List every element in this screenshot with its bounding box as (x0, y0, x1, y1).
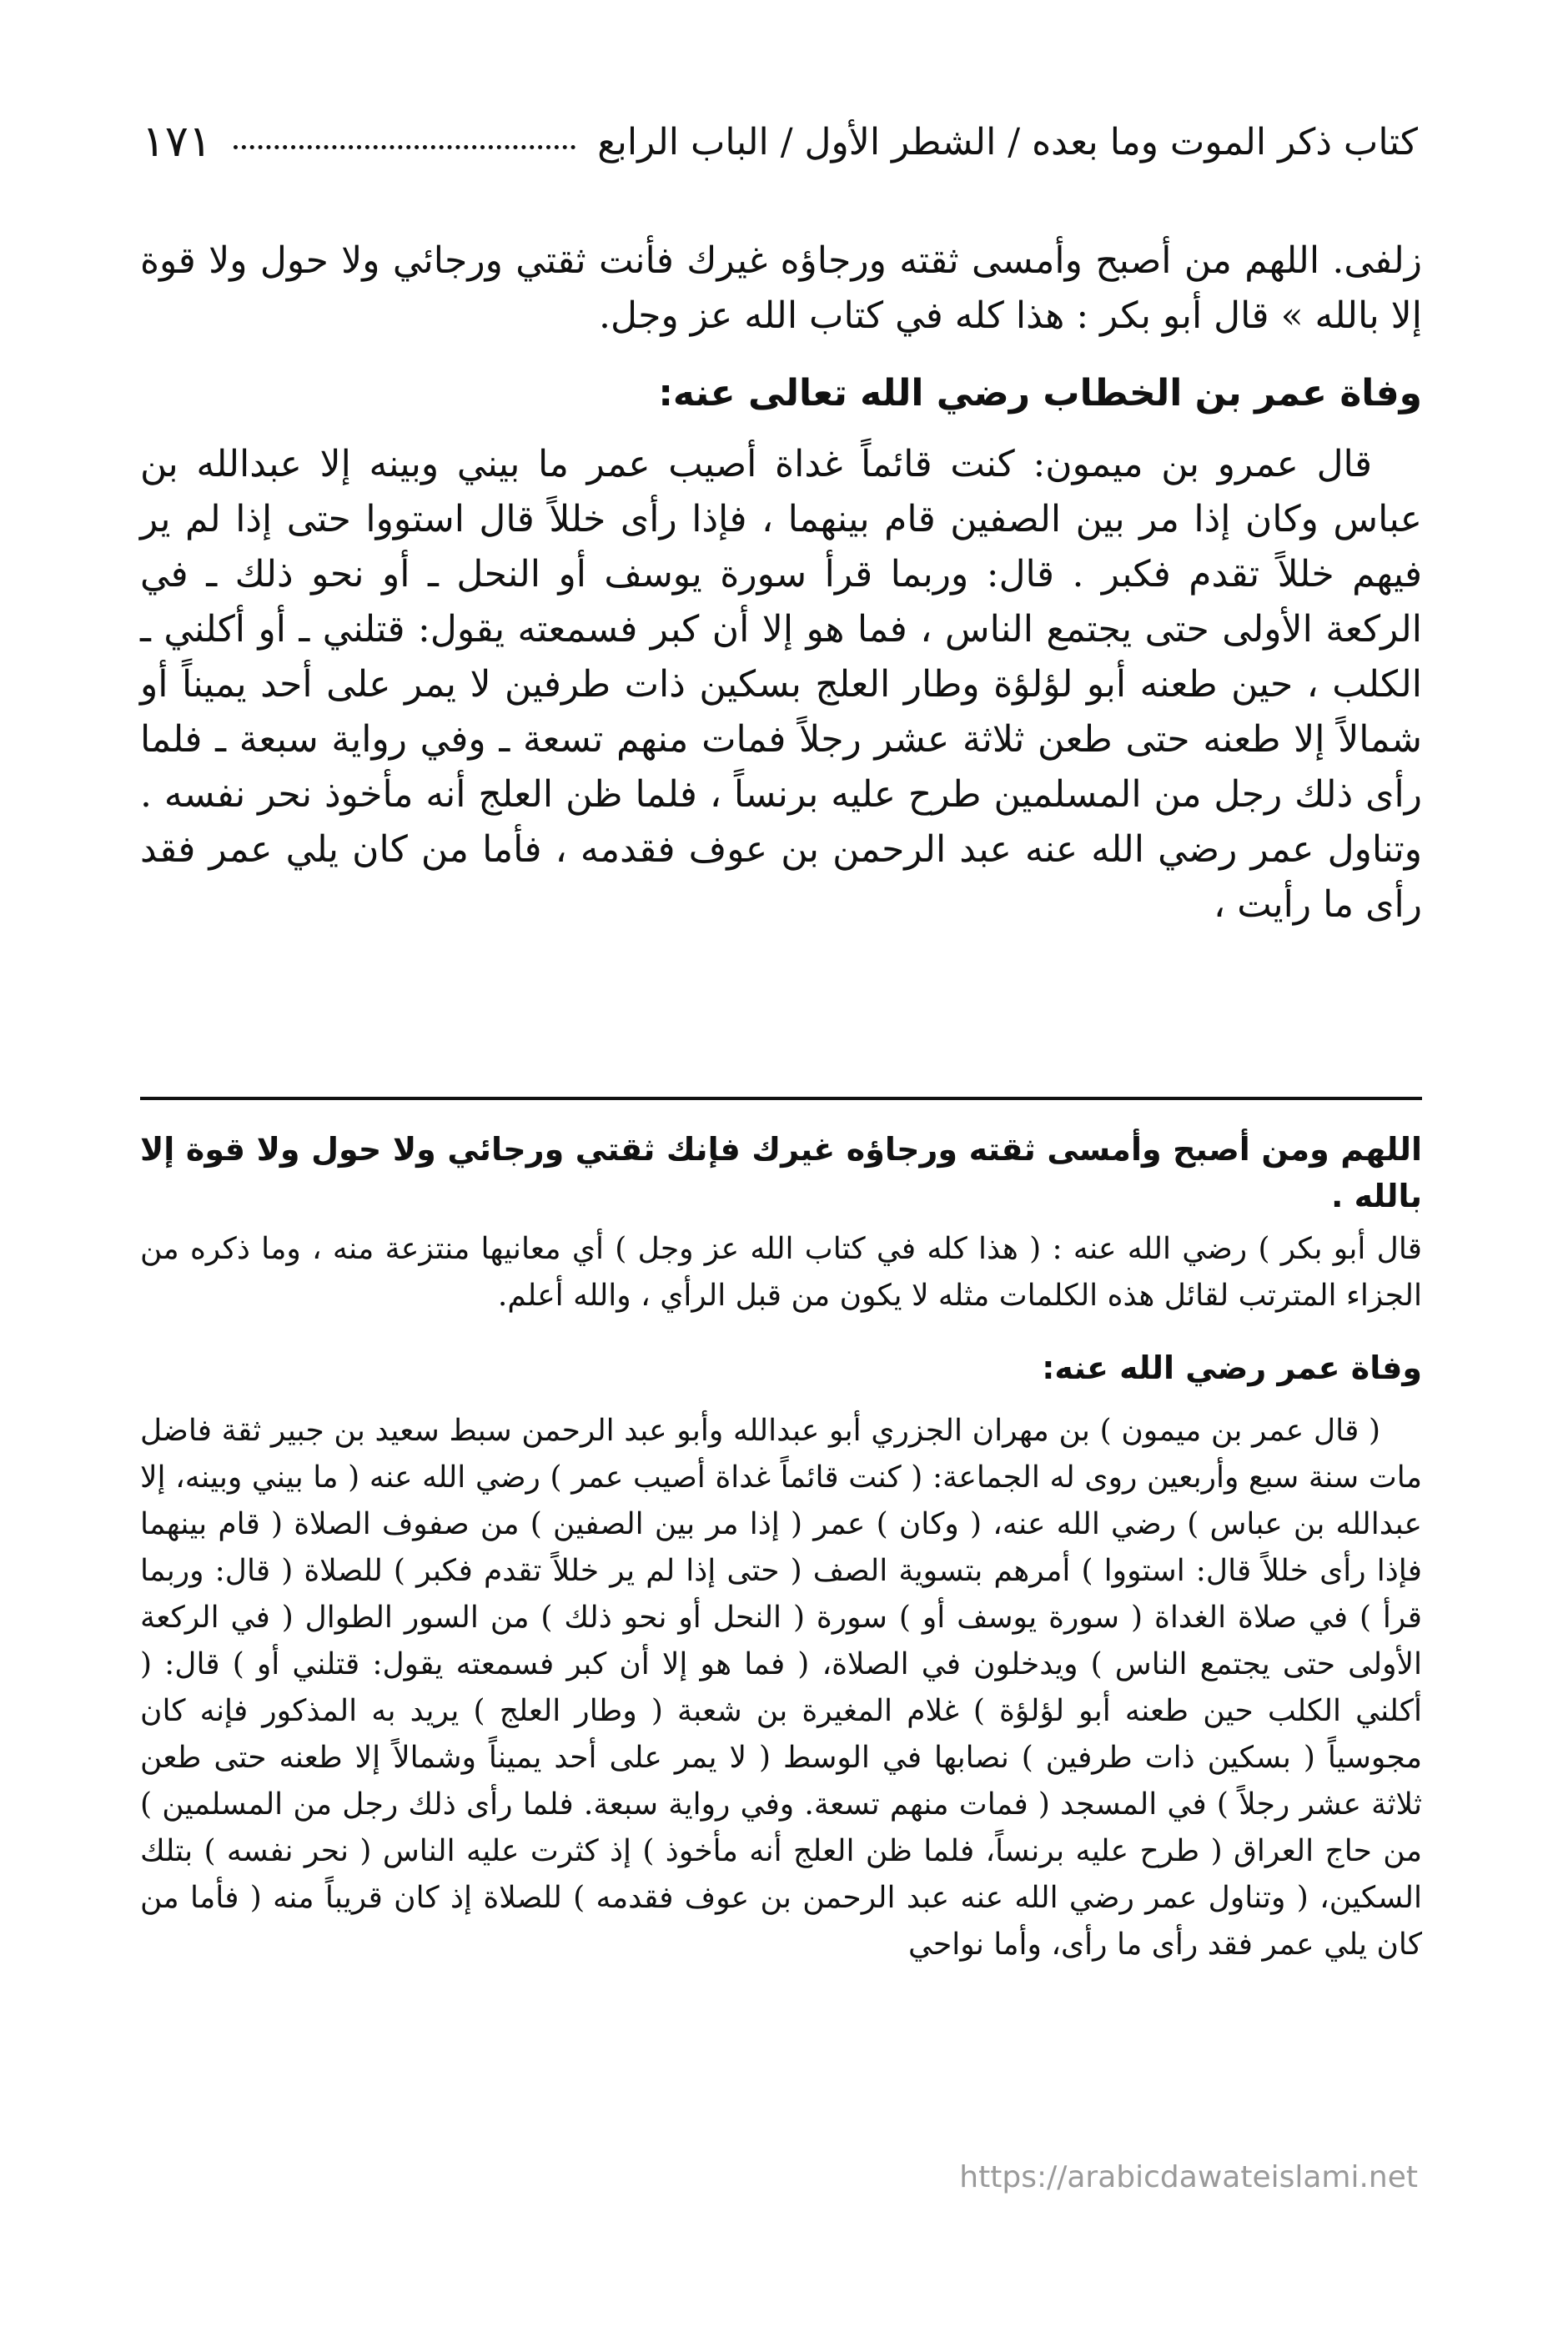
header-dot-leader (234, 145, 575, 149)
page-number: ١٧١ (142, 117, 212, 167)
commentary-heading: وفاة عمر رضي الله عنه: (1042, 1349, 1422, 1386)
commentary-text (140, 1126, 1422, 1975)
watermark-url: https://arabicdawateislami.net (959, 2160, 1418, 2194)
running-header (142, 108, 1418, 175)
commentary-line-1: اللهم ومن أصبح وأمسى ثقته ورجاؤه غيرك فإنك ثقتي ورجائي ولا حول ولا قوة إلا بالله . (140, 1131, 1422, 1214)
commentary-paragraph-1: قال أبو بكر ) رضي الله عنه : ( هذا كله في كتاب الله عز وجل ) أي معانيها منتزعة منه ، وما ذكره من الجزاء المترتب لقائل هذه الكلمات مثله لا يكون من قبل الرأي ، والله أعلم. (140, 1232, 1422, 1313)
header-title: كتاب ذكر الموت وما بعده / الشطر الأول / الباب الرابع (597, 120, 1418, 163)
main-paragraph-1: زلفى. اللهم من أصبح وأمسى ثقته ورجاؤه غيرك فأنت ثقتي ورجائي ولا حول ولا قوة إلا بالله » قال أبو بكر : هذا كله في كتاب الله عز وجل. (140, 239, 1422, 337)
section-heading: وفاة عمر بن الخطاب رضي الله تعالى عنه: (658, 372, 1422, 415)
footnote-divider (140, 1097, 1422, 1100)
main-text (140, 234, 1422, 941)
commentary-paragraph-2: ( قال عمر بن ميمون ) بن مهران الجزري أبو عبدالله وأبو عبد الرحمن سبط سعيد بن جبير ثقة فاضل مات سنة سبع وأربعين روى له الجماعة: ( كنت قائماً غداة أصيب عمر ) رضي الله عنه ( ما بيني وبينه، إلا عبدالله بن عباس ) رضي الله عنه، ( وكان ) عمر ( إذا مر بين الصفين ) من صفوف الصلاة ( قام بينهما فإذا رأى خللاً قال: استووا ) أمرهم بتسوية الصف ( حتى إذا لم ير خللاً تقدم فكبر ) للصلاة ( قال: وربما قرأ ) في صلاة الغداة ( سورة يوسف أو ) سورة ( النحل أو نحو ذلك ) من السور الطوال ( في الركعة الأولى حتى يجتمع الناس ) ويدخلون في الصلاة، ( فما هو إلا أن كبر فسمعته يقول: قتلني أو ) قال: ( أكلني الكلب حين طعنه أبو لؤلؤة ) غلام المغيرة بن شعبة ( وطار العلج ) يريد به المذكور فإنه كان مجوسياً ( بسكين ذات طرفين ) نصابها في الوسط ( لا يمر على أحد يميناً وشمالاً إلا طعنه حتى طعن ثلاثة عشر رجلاً ) في المسجد ( فمات منهم تسعة. وفي رواية سبعة. فلما رأى ذلك رجل من المسلمين ) من حاج العراق ( طرح عليه برنساً، فلما ظن العلج أنه مأخوذ ) إذ كثرت عليه الناس ( نحر نفسه ) بتلك السكين، ( وتناول عمر رضي الله عنه عبد الرحمن بن عوف فقدمه ) للصلاة إذ كان قريباً منه ( فأما من كان يلي عمر فقد رأى ما رأى، وأما نواحي (140, 1414, 1422, 1962)
main-paragraph-2: قال عمرو بن ميمون: كنت قائماً غداة أصيب عمر ما بيني وبينه إلا عبدالله بن عباس وكان إذا مر بين الصفين قام بينهما ، فإذا رأى خللاً قال استووا حتى إذا لم ير فيهم خللاً تقدم فكبر . قال: وربما قرأ سورة يوسف أو النحل ـ أو نحو ذلك ـ في الركعة الأولى حتى يجتمع الناس ، فما هو إلا أن كبر فسمعته يقول: قتلني ـ أو أكلني ـ الكلب ، حين طعنه أبو لؤلؤة وطار العلج بسكين ذات طرفين لا يمر على أحد يميناً أو شمالاً إلا طعنه حتى طعن ثلاثة عشر رجلاً فمات منهم تسعة ـ وفي رواية سبعة ـ فلما رأى ذلك رجل من المسلمين طرح عليه برنساً ، فلما ظن العلج أنه مأخوذ نحر نفسه . وتناول عمر رضي الله عنه عبد الرحمن بن عوف فقدمه ، فأما من كان يلي عمر فقد رأى ما رأيت ، (140, 443, 1422, 926)
